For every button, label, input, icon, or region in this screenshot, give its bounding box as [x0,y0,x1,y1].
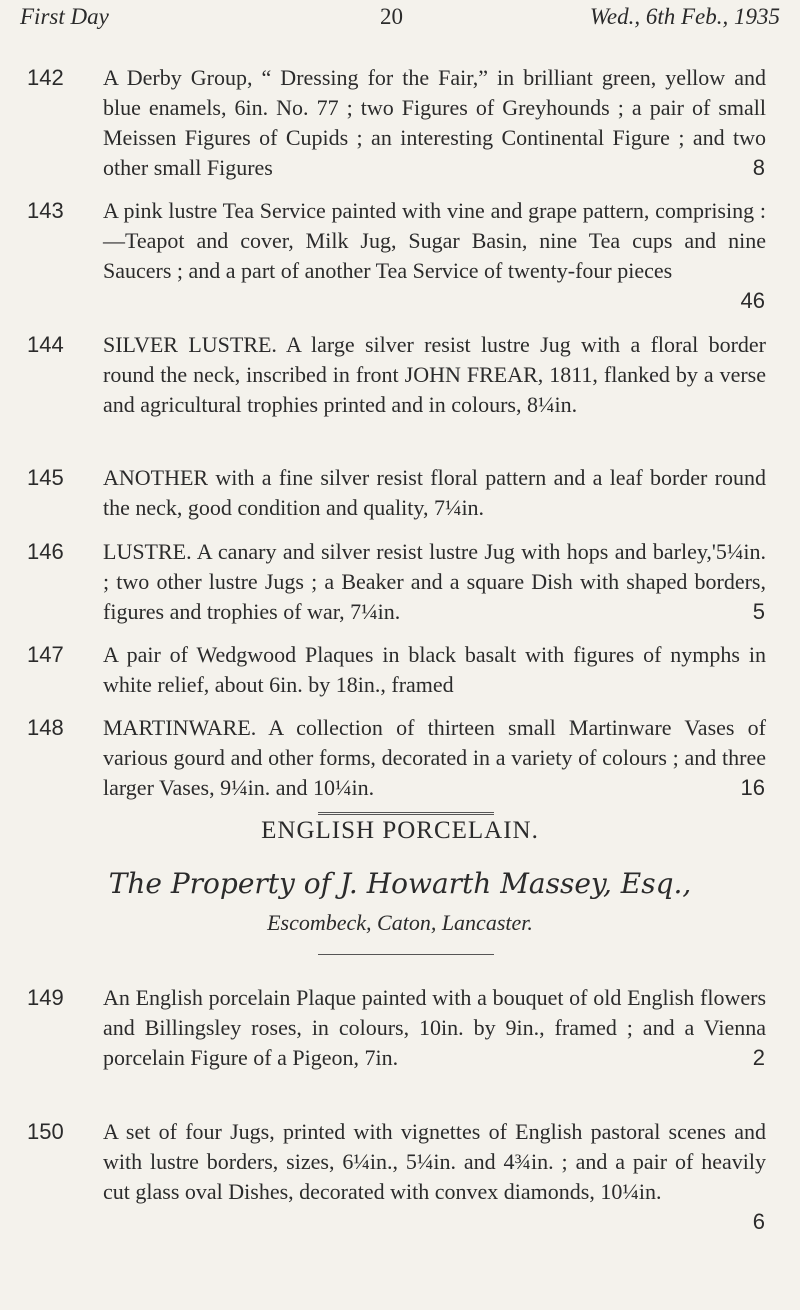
section-rule-bottom [318,954,494,955]
lot-number: 144 [27,332,64,357]
lot-number: 148 [27,715,64,740]
lot-number: 147 [27,642,64,667]
owner-line: The Property of J. Howarth Massey, Esq., [108,867,692,900]
lot-description: A set of four Jugs, printed with vignettes of English pastoral scenes and with lustre borders, sizes, 6¼in., 5¼in. and 4¾in. ; and a pair of heavily cut glass oval Dishes, decorated with convex diamonds, 10¼in. [103,1119,766,1204]
page-number: 20 [380,4,403,29]
owner-address: Escombeck, Caton, Lancaster. [267,910,533,935]
lot-number: 146 [27,539,64,564]
lot-number: 150 [27,1119,64,1144]
lot-price: 16 [740,775,765,800]
lot-description: An English porcelain Plaque painted with a bouquet of old English flowers and Billingsley roses, in colours, 10in. by 9in., framed ; and a Vienna porcelain Figure of a Pigeon, 7in. [103,985,766,1070]
lot-number: 143 [27,198,64,223]
header-date: Wed., 6th Feb., 1935 [589,4,780,29]
section-title: ENGLISH PORCELAIN. [261,817,539,844]
lot-description: LUSTRE. A canary and silver resist lustre Jug with hops and barley,'5¼in. ; two other lustre Jugs ; a Beaker and a square Dish with shaped borders, figures and trophies of war, 7¼in. [103,539,766,624]
lot-description: A pair of Wedgwood Plaques in black basalt with figures of nymphs in white relief, about 6in. by 18in., framed [103,642,766,697]
lot-description: A pink lustre Tea Service painted with vine and grape pattern, comprising :—Teapot and cover, Milk Jug, Sugar Basin, nine Tea cups and nine Saucers ; and a part of another Tea Service of twenty-four pieces [103,198,766,283]
lot-number: 149 [27,985,64,1010]
lot-number: 145 [27,465,64,490]
lot-description: ANOTHER with a fine silver resist floral pattern and a leaf border round the neck, good condition and quality, 7¼in. [103,465,766,520]
lot-price: 8 [752,155,765,180]
lot-price: 5 [752,599,765,624]
lot-price: 46 [740,288,765,313]
header-day: First Day [20,4,109,29]
running-head [20,4,780,34]
section-rule-top [318,812,494,815]
lot-price: 2 [752,1045,765,1070]
lot-description: A Derby Group, “ Dressing for the Fair,” in brilliant green, yellow and blue enamels, 6in. No. 77 ; two Figures of Greyhounds ; a pair of small Meissen Figures of Cupids ; an interesting Continental Figure ; and two other small Figures [103,65,766,180]
lot-description: MARTINWARE. A collection of thirteen small Martinware Vases of various gourd and other forms, decorated in a variety of colours ; and three larger Vases, 9¼in. and 10¼in. [103,715,766,800]
lot-number: 142 [27,65,64,90]
lot-description: SILVER LUSTRE. A large silver resist lustre Jug with a floral border round the neck, inscribed in front JOHN FREAR, 1811, flanked by a verse and agricultural trophies printed and in colours, 8¼in. [103,332,766,417]
lot-price: 6 [752,1209,765,1234]
